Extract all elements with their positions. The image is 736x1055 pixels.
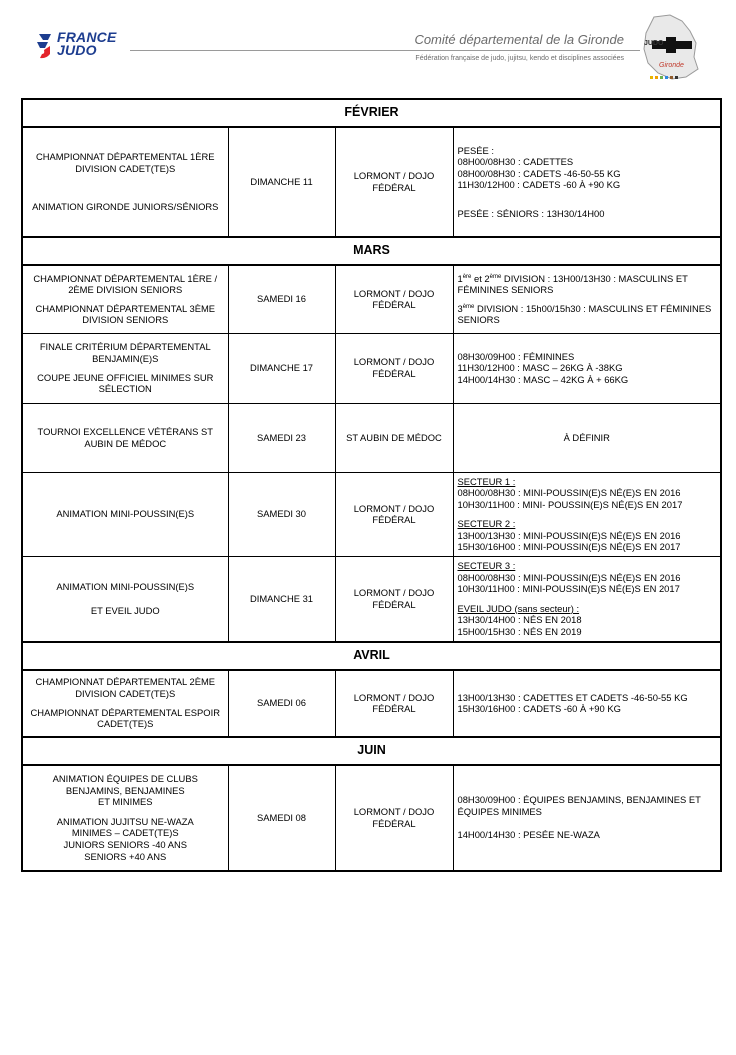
schedule-cell — [453, 127, 721, 237]
event-name: CHAMPIONNAT DÉPARTEMENTAL 1ÈRE / 2ÈME DIVISION SENIORS — [33, 272, 218, 296]
schedule-line: 3ème DIVISION : 15h00/15h30 : MASCULINS ET FÉMININES SENIORS — [457, 302, 712, 326]
sector-heading: SECTEUR 1 : — [457, 475, 516, 487]
location-cell: LORMONT / DOJO FÉDÉRAL — [335, 765, 453, 871]
date-cell: SAMEDI 30 — [228, 472, 335, 557]
location-cell: LORMONT / DOJO FÉDÉRAL — [335, 127, 453, 237]
schedule-line: 08H30/09H00 : ÉQUIPES BENJAMINS, BENJAMINES ET ÉQUIPES MINIMES — [457, 794, 701, 817]
schedule-line: 13H00/13H30 : MINI-POUSSIN(E)S NÉ(E)S EN 2016 — [457, 529, 681, 541]
event-name: ANIMATION JUJITSU NE-WAZA — [56, 815, 194, 827]
gironde-map-icon — [636, 13, 704, 83]
event-name: COUPE JEUNE OFFICIEL MINIMES SUR SÉLECTION — [37, 371, 214, 395]
schedule-line: PESÉE : — [457, 144, 494, 156]
month-title: MARS — [22, 237, 721, 265]
sector-heading: SECTEUR 3 : — [457, 560, 516, 572]
event-name: ANIMATION GIRONDE JUNIORS/SÉNIORS — [32, 201, 219, 213]
schedule-line: 08H00/08H30 : CADETS -46-50-55 KG — [457, 167, 621, 179]
date-cell: SAMEDI 08 — [228, 765, 335, 871]
event-name: CHAMPIONNAT DÉPARTEMENTAL 1ÈRE DIVISION CADET(TE)S — [35, 151, 215, 174]
schedule-cell — [453, 557, 721, 642]
schedule-cell — [453, 265, 721, 333]
schedule-line: 11H30/12H00 : MASC – 26KG À -38KG — [457, 362, 623, 374]
date-cell: SAMEDI 16 — [228, 265, 335, 333]
header-divider — [130, 50, 640, 51]
schedule-line: 08H00/08H30 : MINI-POUSSIN(E)S NÉ(E)S EN 2016 — [457, 487, 681, 499]
schedule-line: 08H00/08H30 : CADETTES — [457, 156, 574, 168]
event-name: BENJAMINS, BENJAMINES — [65, 784, 185, 796]
event-cell — [22, 765, 228, 871]
event-name: FINALE CRITÉRIUM DÉPARTEMENTAL BENJAMIN(E)S — [39, 341, 211, 364]
event-cell: ANIMATION MINI-POUSSIN(E)S — [22, 472, 228, 557]
location-cell: LORMONT / DOJO FÉDÉRAL — [335, 670, 453, 737]
sector-heading: SECTEUR 2 : — [457, 518, 516, 530]
schedule-cell: À DÉFINIR — [453, 403, 721, 472]
schedule-line: 10H30/11H00 : MINI- POUSSIN(E)S NÉ(E)S EN 2017 — [457, 498, 683, 510]
sector-heading: EVEIL JUDO (sans secteur) : — [457, 602, 580, 614]
schedule-cell — [453, 765, 721, 871]
month-row-june — [22, 737, 721, 765]
location-cell: LORMONT / DOJO FÉDÉRAL — [335, 265, 453, 333]
event-cell — [22, 127, 228, 237]
schedule-line: 13H00/13H30 : CADETTES ET CADETS -46-50-55 KG — [457, 691, 688, 703]
event-name: JUNIORS SENIORS -40 ANS — [63, 839, 187, 851]
schedule-line: 08H00/08H30 : MINI-POUSSIN(E)S NÉ(E)S EN 2016 — [457, 571, 681, 583]
table-row — [22, 765, 721, 871]
competition-schedule-table — [21, 98, 722, 872]
event-cell — [22, 557, 228, 642]
logo-line-judo: JUDO — [57, 42, 97, 58]
event-name: ET MINIMES — [97, 796, 153, 808]
federation-subtitle: Fédération française de judo, jujitsu, kendo et disciplines associées — [415, 55, 624, 62]
schedule-line: 14H00/14H30 : MASC – 42KG À + 66KG — [457, 373, 629, 385]
event-name: CHAMPIONNAT DÉPARTEMENTAL 3ÈME DIVISION SENIORS — [35, 302, 216, 326]
table-row — [22, 670, 721, 737]
schedule-line: 08H30/09H00 : FÉMININES — [457, 350, 575, 362]
committee-title: Comité départemental de la Gironde — [414, 32, 624, 47]
gironde-committee-logo — [636, 13, 704, 83]
event-name: SENIORS +40 ANS — [84, 850, 167, 862]
month-row-february — [22, 99, 721, 127]
date-cell: SAMEDI 06 — [228, 670, 335, 737]
schedule-cell — [453, 333, 721, 403]
table-row — [22, 557, 721, 642]
schedule-line: PESÉE : SÉNIORS : 13H30/14H00 — [457, 207, 605, 219]
schedule-line: 13H30/14H00 : NÉS EN 2018 — [457, 614, 582, 626]
logo-judo-text: JUDO — [644, 40, 664, 47]
event-name: ET EVEIL JUDO — [90, 605, 160, 617]
france-judo-wordmark — [57, 31, 117, 57]
schedule-cell — [453, 472, 721, 557]
location-cell: LORMONT / DOJO FÉDÉRAL — [335, 333, 453, 403]
logo-line-france: FRANCE — [57, 29, 117, 45]
month-row-march — [22, 237, 721, 265]
schedule-line: 15H30/16H00 : CADETS -60 À +90 KG — [457, 703, 621, 715]
schedule-line: 10H30/11H00 : MINI-POUSSIN(E)S NÉ(E)S EN 2017 — [457, 583, 680, 595]
france-judo-logo — [36, 30, 126, 64]
date-cell: DIMANCHE 31 — [228, 557, 335, 642]
date-cell: DIMANCHE 11 — [228, 127, 335, 237]
event-name: CHAMPIONNAT DÉPARTEMENTAL 2ÈME DIVISION CADET(TE)S — [35, 676, 216, 700]
event-name: CHAMPIONNAT DÉPARTEMENTAL ESPOIR CADET(TE)S — [30, 706, 220, 730]
logo-gironde-text: Gironde — [659, 62, 684, 69]
table-row — [22, 265, 721, 333]
event-name: ANIMATION ÉQUIPES DE CLUBS — [52, 773, 198, 785]
event-name: MINIMES – CADET(TE)S — [71, 827, 179, 839]
event-cell — [22, 333, 228, 403]
schedule-line: 14H00/14H30 : PESÉE NE-WAZA — [457, 829, 600, 841]
event-cell: TOURNOI EXCELLENCE VÉTÉRANS ST AUBIN DE MÉDOC — [22, 403, 228, 472]
month-title: FÉVRIER — [22, 99, 721, 127]
location-cell: ST AUBIN DE MÉDOC — [335, 403, 453, 472]
location-cell: LORMONT / DOJO FÉDÉRAL — [335, 472, 453, 557]
event-cell — [22, 265, 228, 333]
schedule-cell — [453, 670, 721, 737]
month-row-april — [22, 642, 721, 670]
france-judo-mark-icon — [36, 32, 54, 60]
event-name: ANIMATION MINI-POUSSIN(E)S — [56, 580, 195, 592]
date-cell: DIMANCHE 17 — [228, 333, 335, 403]
schedule-line: 11H30/12H00 : CADETS -60 À +90 KG — [457, 179, 621, 191]
table-row — [22, 403, 721, 472]
month-title: JUIN — [22, 737, 721, 765]
table-row — [22, 472, 721, 557]
event-cell — [22, 670, 228, 737]
table-row — [22, 127, 721, 237]
schedule-line: 15H30/16H00 : MINI-POUSSIN(E)S NÉ(E)S EN 2017 — [457, 541, 681, 553]
schedule-line: 15H00/15H30 : NÉS EN 2019 — [457, 626, 582, 638]
page-header — [0, 0, 736, 95]
month-title: AVRIL — [22, 642, 721, 670]
location-cell: LORMONT / DOJO FÉDÉRAL — [335, 557, 453, 642]
table-row — [22, 333, 721, 403]
date-cell: SAMEDI 23 — [228, 403, 335, 472]
schedule-line: 1ère et 2ème DIVISION : 13H00/13H30 : MASCULINS ET FÉMININES SENIORS — [457, 272, 688, 296]
